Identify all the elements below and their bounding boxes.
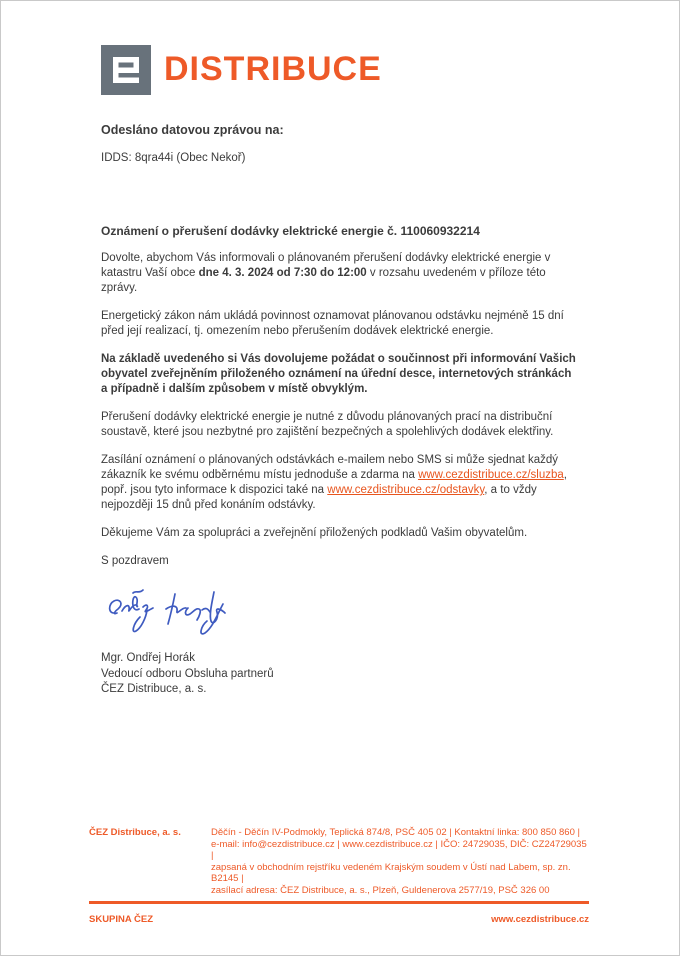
paragraph-thanks: Děkujeme Vám za spolupráci a zveřejnění přiložených podkladů Vašim obyvatelům. bbox=[101, 527, 528, 539]
signatory-block bbox=[101, 651, 579, 698]
footer-mailing-line: zasílací adresa: ČEZ Distribuce, a. s., Plzeň, Guldenerova 2577/19, PSČ 326 00 bbox=[211, 884, 550, 896]
footer-company-name: ČEZ Distribuce, a. s. bbox=[89, 827, 181, 838]
cez-logo-icon bbox=[101, 45, 151, 95]
paragraph-intro bbox=[101, 251, 579, 296]
letter-footer bbox=[89, 827, 589, 955]
paragraph-reason: Přerušení dodávky elektrické energie je nutné z důvodu plánovaných prací na distribuční soustavě, které jsou nezbytné pro zajištění bezpečných a spolehlivých dodávek elektřiny. bbox=[101, 411, 554, 438]
letter-body bbox=[101, 123, 579, 698]
brand-header bbox=[101, 45, 679, 95]
footer-contact-line: e-mail: info@cezdistribuce.cz | www.cezdistribuce.cz | IČO: 24729035, DIČ: CZ24729035 | bbox=[211, 838, 587, 861]
signatory-title: Vedoucí odboru Obsluha partnerů bbox=[101, 667, 274, 680]
brand-wordmark: DISTRIBUCE bbox=[164, 50, 382, 88]
paragraph-intro-tail: v rozsahu uvedeném v příloze této zprávy. bbox=[101, 267, 546, 294]
link-odstavky[interactable]: www.cezdistribuce.cz/odstavky bbox=[327, 484, 485, 496]
subject-line: Oznámení o přerušení dodávky elektrické energie č. 110060932214 bbox=[101, 224, 480, 238]
footer-divider bbox=[89, 901, 589, 904]
link-sluzba[interactable]: www.cezdistribuce.cz/sluzba bbox=[418, 469, 564, 481]
footer-group-label: SKUPINA ČEZ bbox=[89, 914, 154, 925]
paragraph-law: Energetický zákon nám ukládá povinnost oznamovat plánovanou odstávku nejméně 15 dní před její realizací, tj. omezením nebo přerušením dodávek elektrické energie. bbox=[101, 310, 564, 337]
closing-line: S pozdravem bbox=[101, 555, 169, 567]
signature-image bbox=[103, 579, 579, 637]
paragraph-subscribe bbox=[101, 453, 579, 513]
paragraph-subscribe-mid: , popř. jsou tyto informace k dispozici také na bbox=[101, 469, 567, 496]
signatory-name: Mgr. Ondřej Horák bbox=[101, 652, 195, 664]
outage-datetime: dne 4. 3. 2024 od 7:30 do 12:00 bbox=[198, 267, 367, 279]
sent-via-label: Odesláno datovou zprávou na: bbox=[101, 123, 284, 137]
paragraph-subscribe-tail: , a to vždy nejpozději 15 dnů před konáním odstávky. bbox=[101, 484, 537, 511]
footer-contact-block bbox=[211, 827, 589, 896]
paragraph-subscribe-text: Zasílání oznámení o plánovaných odstávkách e-mailem nebo SMS si může sjednat každý zákazník ke svému odběrnému místu jednoduše a zdarma na bbox=[101, 454, 559, 481]
footer-website: www.cezdistribuce.cz bbox=[491, 914, 589, 925]
paragraph-request: Na základě uvedeného si Vás dovolujeme požádat o součinnost při informování Vašich obyvatel zveřejněním přiloženého oznámení na úřední desce, internetových stránkách a případně i dalším způsobem v místě obvyklým. bbox=[101, 353, 576, 395]
signatory-company: ČEZ Distribuce, a. s. bbox=[101, 683, 207, 695]
footer-registry-line: zapsaná v obchodním rejstříku vedeném Krajským soudem v Ústí nad Labem, sp. zn. B2145 | bbox=[211, 861, 571, 884]
recipient-line: IDDS: 8qra44i (Obec Nekoř) bbox=[101, 152, 246, 164]
paragraph-intro-text: Dovolte, abychom Vás informovali o plánovaném přerušení dodávky elektrické energie v katastru Vaší obce bbox=[101, 252, 551, 279]
footer-address-line: Děčín - Děčín IV-Podmokly, Teplická 874/8, PSČ 405 02 | Kontaktní linka: 800 850 860 | bbox=[211, 827, 580, 838]
